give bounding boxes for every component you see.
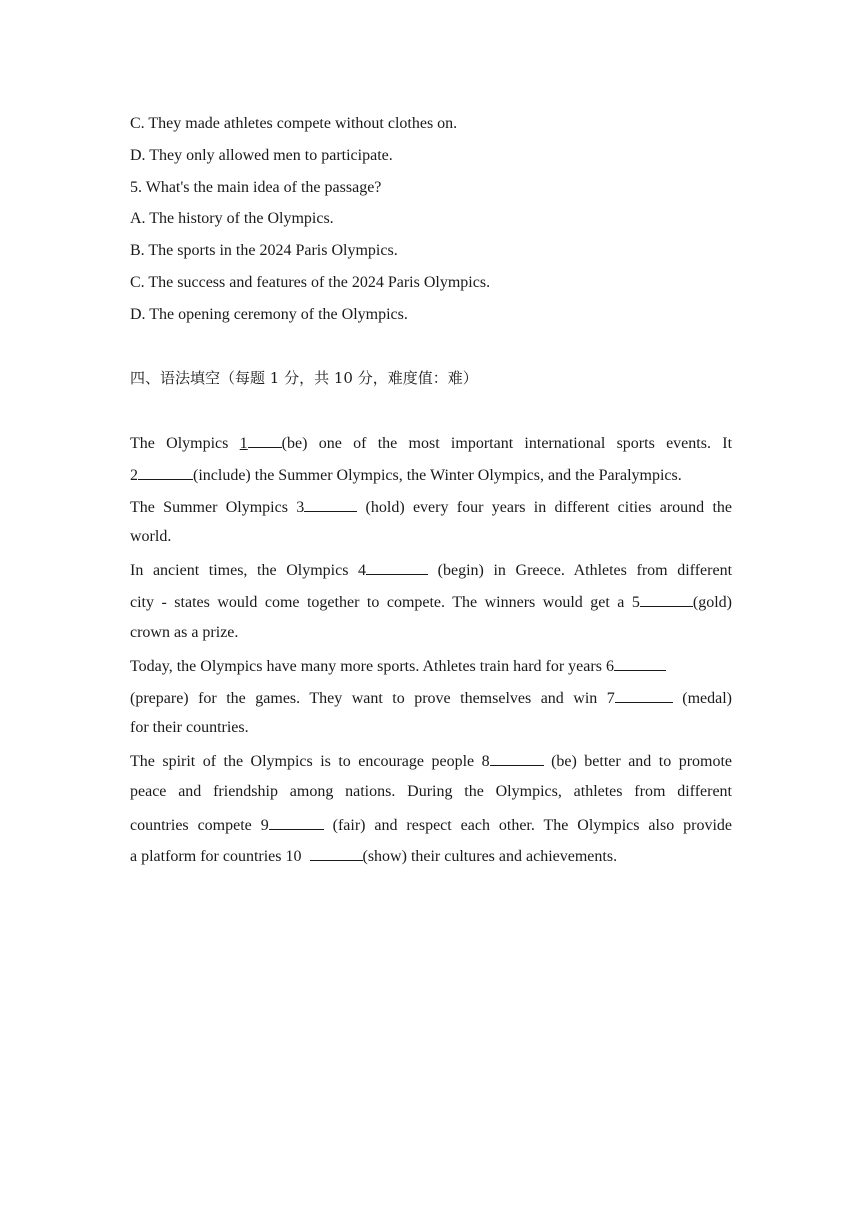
section-heading: 四、语法填空（每题 1 分，共 10 分，难度值：难） <box>130 369 478 387</box>
blank-9[interactable] <box>269 813 324 830</box>
passage-text: countries compete 9 <box>130 817 269 834</box>
blank-10[interactable] <box>310 844 363 861</box>
passage-line-12: peace and friendship among nations. During the Olympics, athletes from different <box>130 783 732 800</box>
passage-text: (prepare) for the games. They want to prove themselves and win 7 <box>130 690 615 707</box>
blank-8[interactable] <box>490 749 544 766</box>
passage-line-7: crown as a prize. <box>130 624 239 641</box>
passage-text: The spirit of the Olympics is to encourage people 8 <box>130 753 490 770</box>
passage-line-6 <box>130 590 732 612</box>
passage-line-9 <box>130 686 732 708</box>
passage-text: (be) better and to promote <box>543 753 733 770</box>
passage-text: (be) one of the most important international sports events. It <box>281 435 733 452</box>
blank-5[interactable] <box>640 590 693 607</box>
passage-text: In ancient times, the Olympics 4 <box>130 562 367 579</box>
passage-text: (begin) in Greece. Athletes from different <box>428 562 733 579</box>
option-5c: C. The success and features of the 2024 Paris Olympics. <box>130 274 491 291</box>
passage-line-5 <box>130 558 732 580</box>
passage-text: (gold) <box>692 594 732 611</box>
passage-line-8 <box>130 654 732 676</box>
option-5d: D. The opening ceremony of the Olympics. <box>130 306 408 323</box>
passage-text: (show) their cultures and achievements. <box>362 848 618 865</box>
passage-line-11 <box>130 749 732 771</box>
passage-text: (include) the Summer Olympics, the Winter Olympics, and the Paralympics. <box>193 467 682 484</box>
blank-number: 1 <box>239 435 248 452</box>
blank-1[interactable] <box>248 431 282 448</box>
option-4c: C. They made athletes compete without clothes on. <box>130 115 458 132</box>
passage-line-1 <box>130 431 732 453</box>
passage-line-2 <box>130 463 732 485</box>
option-4d: D. They only allowed men to participate. <box>130 147 393 164</box>
passage-text: Today, the Olympics have many more sports. Athletes train hard for years 6 <box>130 658 614 675</box>
blank-3[interactable] <box>304 495 357 512</box>
passage-line-3 <box>130 495 732 517</box>
blank-2[interactable] <box>138 463 193 480</box>
option-5a: A. The history of the Olympics. <box>130 210 334 227</box>
option-5b: B. The sports in the 2024 Paris Olympics. <box>130 242 398 259</box>
blank-number: 2 <box>130 467 138 484</box>
question-5-stem: 5. What's the main idea of the passage? <box>130 179 382 196</box>
passage-text: The Summer Olympics 3 <box>130 499 305 516</box>
passage-text: a platform for countries 10 <box>130 848 310 865</box>
passage-line-14 <box>130 844 732 866</box>
passage-text: (medal) <box>672 690 733 707</box>
passage-text: The Olympics <box>130 435 240 452</box>
passage-line-4: world. <box>130 528 172 545</box>
blank-6[interactable] <box>614 654 666 671</box>
passage-line-10: for their countries. <box>130 719 249 736</box>
blank-7[interactable] <box>615 686 673 703</box>
passage-line-13 <box>130 813 732 835</box>
passage-text: (fair) and respect each other. The Olympics also provide <box>323 817 732 834</box>
passage-text: city - states would come together to compete. The winners would get a 5 <box>130 594 640 611</box>
blank-4[interactable] <box>366 558 428 575</box>
passage-text: (hold) every four years in different cities around the <box>357 499 732 516</box>
